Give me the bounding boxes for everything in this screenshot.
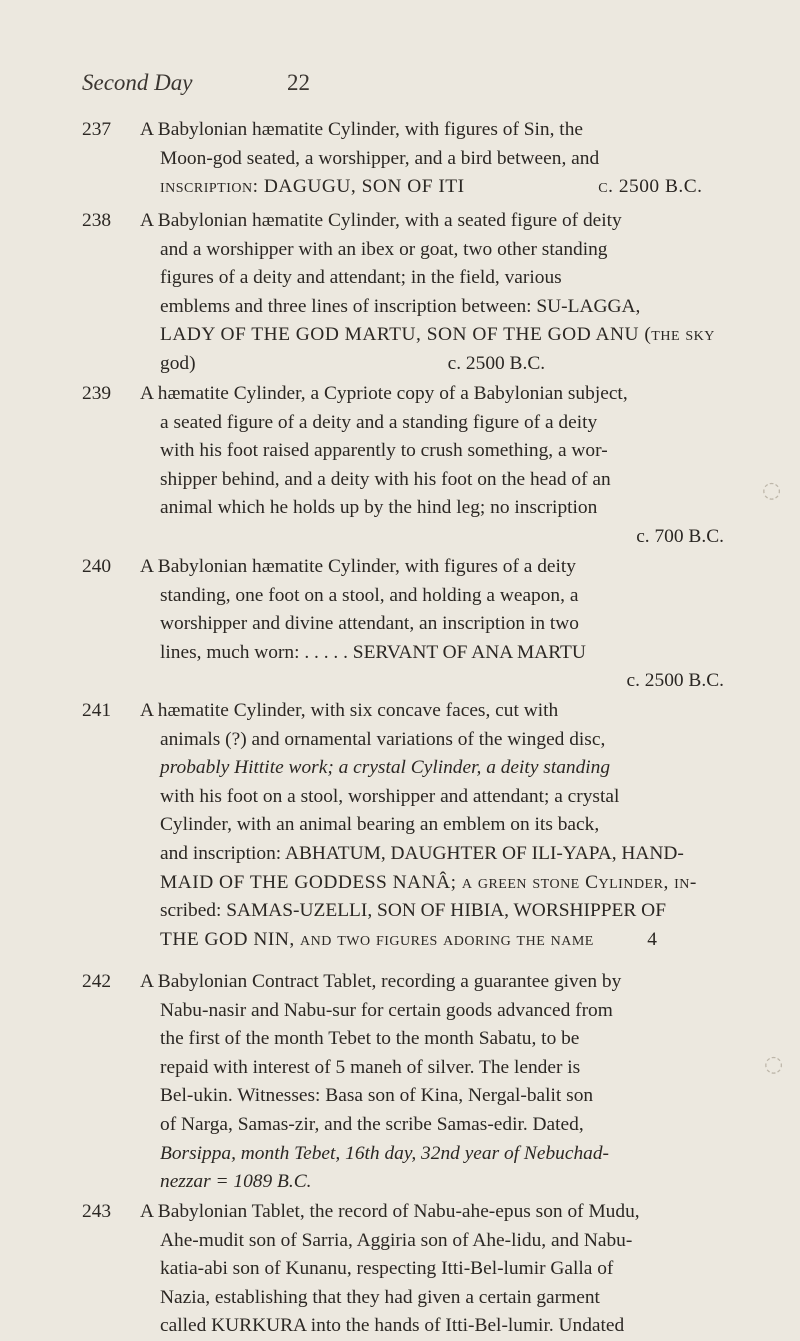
description-line: A Babylonian hæmatite Cylinder, with figures of a deity [140,556,576,577]
lot-entry [82,553,762,696]
description-line: animal which he holds up by the hind leg; no inscription [160,497,598,519]
description-line: A Babylonian hæmatite Cylinder, with a seated figure of deity [140,210,622,231]
description-line: and a worshipper with an ibex or goat, two other standing [160,238,608,260]
margin-mark-icon: ◌ [762,478,782,503]
description-line: a seated figure of a deity and a standing figure of a deity [160,411,598,433]
description-line: with his foot on a stool, worshipper and attendant; a crystal [160,785,620,807]
description-line: katia-abi son of Kunanu, respecting Itti-Bel-lumir Galla of [160,1258,614,1280]
description-line: Nazia, establishing that they had given a certain garment [160,1286,600,1308]
description-line: Ahe-mudit son of Sarria, Aggiria son of Ahe-lidu, and Nabu- [160,1229,633,1251]
description-line: emblems and three lines of inscription between: SU-LAGGA, [160,295,641,317]
description-line: Moon-god seated, a worshipper, and a bird between, and [160,147,600,169]
description-line: LADY OF THE GOD MARTU, SON OF THE GOD ANU (the sky [160,324,715,346]
description-line: Borsippa, month Tebet, 16th day, 32nd year of Nebuchad- [160,1142,610,1164]
description-line: THE GOD NIN, and two figures adoring the name 4 [160,928,658,950]
description-line: figures of a deity and attendant; in the field, various [160,267,562,289]
lot-description [140,968,762,1197]
description-line: probably Hittite work; a crystal Cylinder, a deity standing [160,757,611,779]
description-line: Cylinder, with an animal bearing an emblem on its back, [160,814,600,836]
lot-number: 243 [82,1201,112,1222]
description-line: A Babylonian Tablet, the record of Nabu-ahe-epus son of Mudu, [140,1201,640,1222]
description-line: shipper behind, and a deity with his foot on the head of an [160,468,611,490]
description-line: of Narga, Samas-zir, and the scribe Samas-edir. Dated, [160,1113,584,1135]
lot-description [140,116,762,202]
description-line: with his foot raised apparently to crush something, a wor- [160,440,608,462]
lot-number: 237 [82,119,112,140]
date-line: c. 2500 B.C. [626,670,724,692]
description-line: A Babylonian hæmatite Cylinder, with figures of Sin, the [140,119,584,140]
lot-description [140,207,762,379]
lot-description [140,697,762,954]
description-line: A hæmatite Cylinder, a Cypriote copy of a Babylonian subject, [140,383,628,404]
lot-entry [82,116,762,202]
lot-entry [82,697,762,954]
lot-entry [82,207,762,379]
lot-number: 240 [82,556,112,577]
lot-number: 238 [82,210,112,231]
description-line: animals (?) and ornamental variations of the winged disc, [160,728,606,750]
lot-number: 241 [82,700,112,721]
lot-entry [82,968,762,1197]
description-line: Bel-ukin. Witnesses: Basa son of Kina, Nergal-balit son [160,1085,594,1107]
date-line: c. 700 B.C. [636,525,724,547]
margin-mark-icon: ◌ [764,1052,784,1077]
description-line: worshipper and divine attendant, an inscription in two [160,613,579,635]
lot-description [140,1198,762,1341]
description-line: and inscription: ABHATUM, DAUGHTER OF ILI-YAPA, HAND- [160,842,684,864]
description-line: god) c. 2500 B.C. [160,352,546,374]
lot-number: 239 [82,383,112,404]
lot-description [140,380,762,552]
lot-description [140,553,762,696]
description-line: nezzar = 1089 B.C. [160,1171,312,1193]
description-line: standing, one foot on a stool, and holding a weapon, a [160,584,579,606]
running-title: Second Day [82,70,193,95]
description-line: inscription: DAGUGU, SON OF ITI c. 2500 B.C. [160,176,703,198]
description-line: called KURKURA into the hands of Itti-Bel-lumir. Undated [160,1315,625,1337]
description-line: lines, much worn: . . . . . SERVANT OF ANA MARTU [160,641,586,663]
description-line: MAID OF THE GODDESS NANÂ; a green stone Cylinder, in- [160,871,697,893]
page-number: 22 [287,70,310,95]
description-line: A Babylonian Contract Tablet, recording a guarantee given by [140,971,622,992]
lot-number: 242 [82,971,112,992]
lot-entry [82,380,762,552]
description-line: Nabu-nasir and Nabu-sur for certain goods advanced from [160,999,613,1021]
description-line: the first of the month Tebet to the month Sabatu, to be [160,1028,580,1050]
lot-entry [82,1198,762,1341]
description-line: repaid with interest of 5 maneh of silver. The lender is [160,1056,581,1078]
description-line: A hæmatite Cylinder, with six concave faces, cut with [140,700,559,721]
page-header [82,70,742,96]
description-line: scribed: SAMAS-UZELLI, SON OF HIBIA, WORSHIPPER OF [160,900,666,922]
